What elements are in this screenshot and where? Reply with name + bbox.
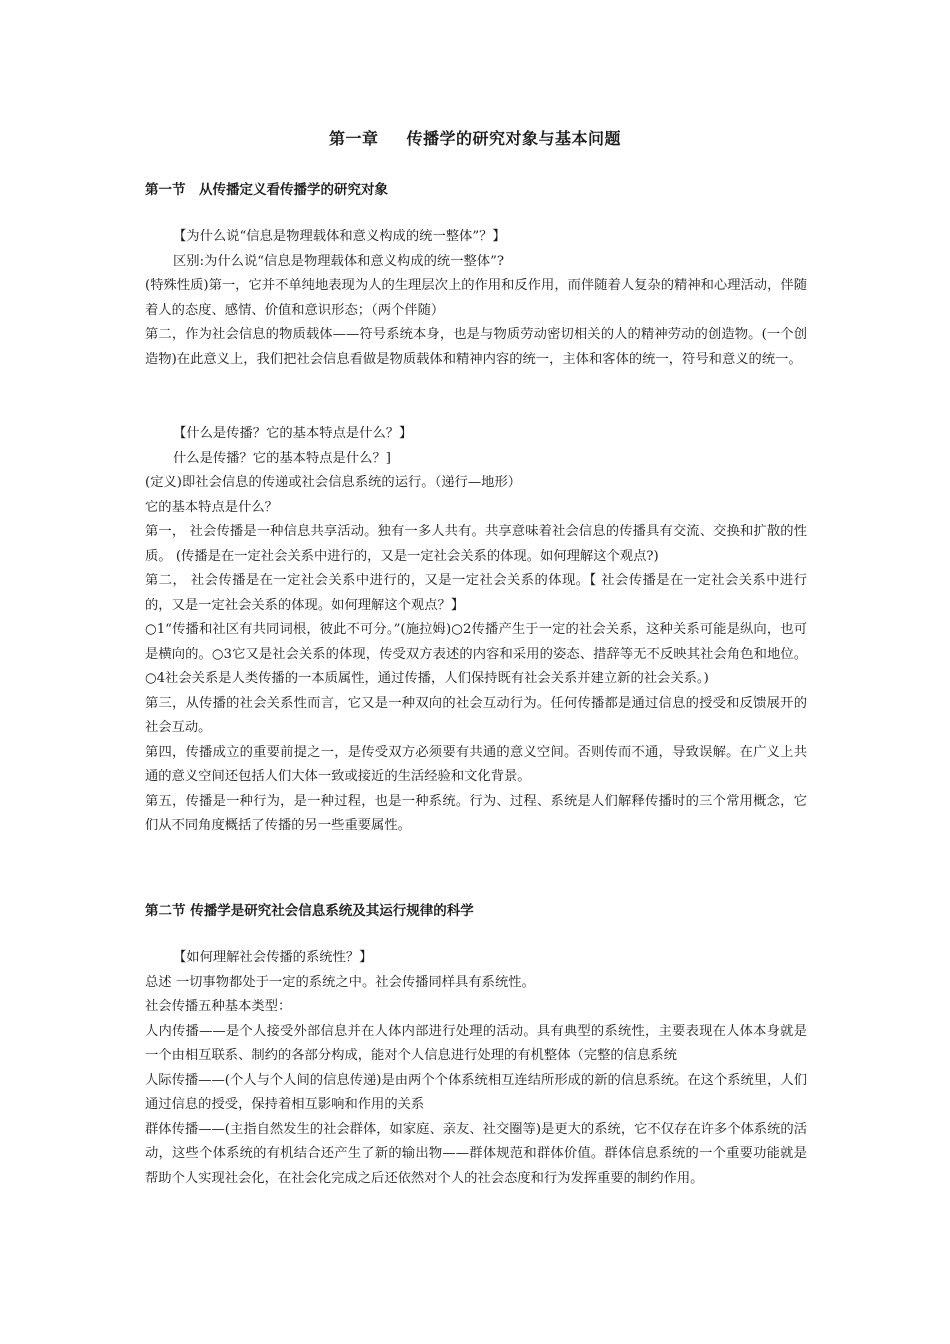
- paragraph: (定义)即社会信息的传递或社会信息系统的运行。（递行—地形）: [145, 475, 522, 490]
- question-heading: 【为什么说“信息是物理载体和意义构成的统一整体”？】: [173, 229, 506, 244]
- section1-block-communication: [145, 422, 807, 839]
- paragraph: 区别:为什么说“信息是物理载体和意义构成的统一整体”?: [173, 253, 505, 269]
- section-heading-2: 第二节 传播学是研究社会信息系统及其运行规律的科学: [145, 903, 474, 919]
- paragraph: (特殊性质)第一，它并不单纯地表现为人的生理层次上的作用和反作用，而伴随着人复杂的精神和心理活动，伴随着人的态度、感情、价值和意识形态；（两个伴随）: [145, 278, 807, 318]
- section1-block-signal: [145, 225, 807, 372]
- paragraph: 什么是传播？它的基本特点是什么？]: [173, 450, 391, 466]
- paragraph: 第四，传播成立的重要前提之一，是传受双方必须要有共通的意义空间。否则传而不通，导致误解。在广义上共通的意义空间还包括人们大体一致或接近的生活经验和文化背景。: [145, 744, 807, 784]
- paragraph: 它的基本特点是什么？: [145, 499, 278, 515]
- question-heading: 【什么是传播？它的基本特点是什么？】: [173, 426, 413, 441]
- section-heading-1: 第一节 从传播定义看传播学的研究对象: [145, 182, 388, 198]
- paragraph: 人际传播——(个人与个人间的信息传递)是由两个个体系统相互连结所形成的新的信息系统。在这个系统里，人们通过信息的授受，保持着相互影响和作用的关系: [145, 1072, 807, 1112]
- question-heading: 【如何理解社会传播的系统性？】: [173, 950, 373, 965]
- paragraph: 第二，作为社会信息的物质载体——符号系统本身，也是与物质劳动密切相关的人的精神劳动的创造物。(一个创造物)在此意义上，我们把社会信息看做是物质载体和精神内容的统一，主体和客体的统一，符号和意义的统一。: [145, 327, 807, 367]
- chapter-title-text: 传播学的研究对象与基本问题: [406, 129, 622, 148]
- paragraph: 群体传播——(主指自然发生的社会群体，如家庭、亲友、社交圈等)是更大的系统，它不仅存在许多个体系统的活动，这些个体系统的有机结合还产生了新的输出物——群体规范和群体价值。群体信息系统的一个重要功能就是帮助个人实现社会化，在社会化完成之后还依然对个人的社会态度和行为发挥重要的制约作用。: [145, 1121, 807, 1186]
- paragraph: 第一， 社会传播是一种信息共享活动。独有一多人共有。共享意味着社会信息的传播具有交流、交换和扩散的性质。 (传播是在一定社会关系中进行的，又是一定社会关系的体现。如何理解这个观点?): [145, 524, 807, 564]
- paragraph: 总述 一切事物都处于一定的系统之中。社会传播同样具有系统性。: [145, 974, 535, 990]
- paragraph: 第五，传播是一种行为，是一种过程，也是一种系统。行为、过程、系统是人们解释传播时的三个常用概念，它们从不同角度概括了传播的另一些重要属性。: [145, 793, 807, 833]
- paragraph: 人内传播——是个人接受外部信息并在人体内部进行处理的活动。具有典型的系统性，主要表现在人体本身就是一个由相互联系、制约的各部分构成，能对个人信息进行处理的有机整体（完整的信息系统: [145, 1023, 807, 1063]
- paragraph: 第二， 社会传播是在一定社会关系中进行的，又是一定社会关系的体现。【 社会传播是在一定社会关系中进行的，又是一定社会关系的体现。如何理解这个观点？】: [145, 573, 807, 613]
- section2-block-system: [145, 946, 807, 1191]
- paragraph: 社会传播五种基本类型：: [145, 999, 292, 1014]
- chapter-title: [0, 126, 950, 149]
- chapter-label: 第一章: [328, 129, 379, 148]
- paragraph: 第三，从传播的社会关系性而言，它又是一种双向的社会互动行为。任何传播都是通过信息的授受和反馈展开的社会互动。: [145, 695, 807, 735]
- paragraph: ○1“传播和社区有共同词根，彼此不可分。”(施拉姆)○2传播产生于一定的社会关系，这种关系可能是纵向，也可是横向的。○3它又是社会关系的体现，传受双方表述的内容和采用的姿态、措辞等无不反映其社会角色和地位。○4社会关系是人类传播的一本质属性，通过传播，人们保持既有社会关系并建立新的社会关系。): [145, 622, 807, 686]
